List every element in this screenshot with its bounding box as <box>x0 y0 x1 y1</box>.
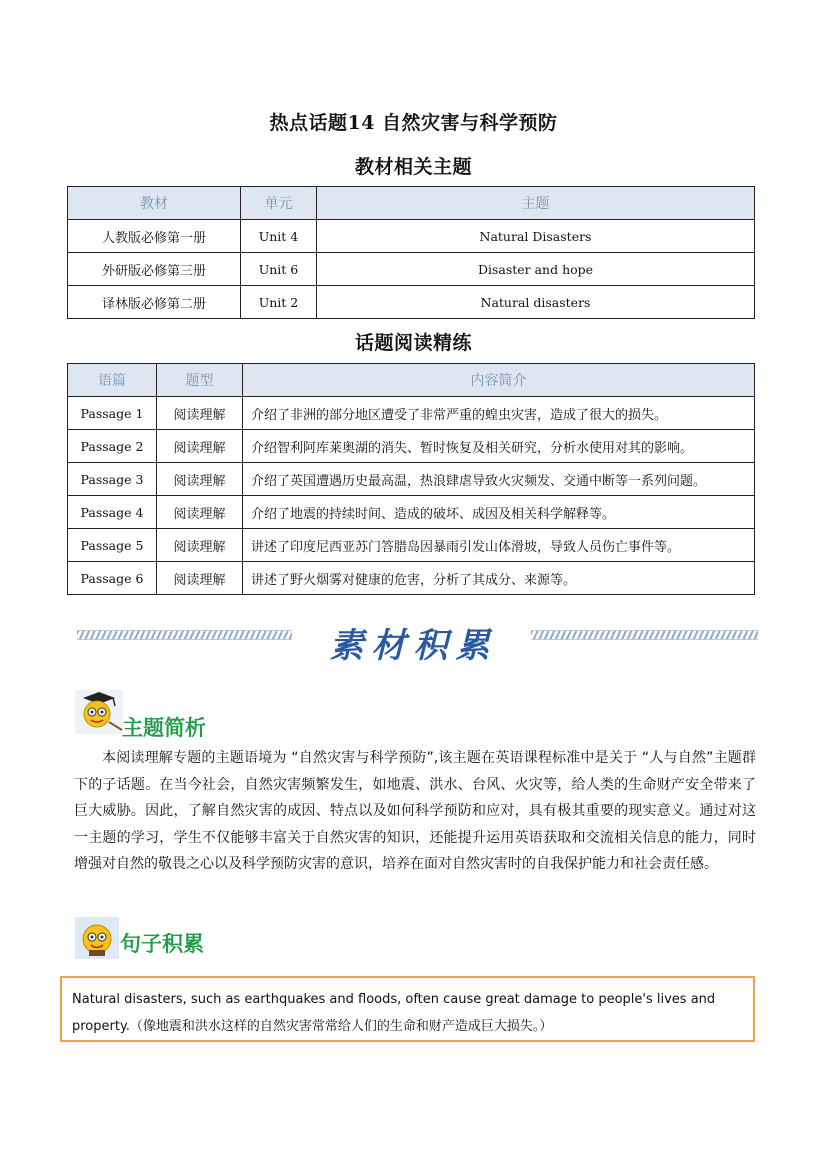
graduate-mascot-icon <box>75 690 123 738</box>
table-cell: Unit 4 <box>241 220 317 253</box>
table-cell: 外研版必修第三册 <box>68 253 241 286</box>
table-cell: Passage 6 <box>68 562 157 595</box>
table-header-cell: 单元 <box>241 187 317 220</box>
table-cell: 讲述了野火烟雾对健康的危害，分析了其成分、来源等。 <box>243 562 755 595</box>
table-row <box>68 253 755 286</box>
table-cell: Unit 2 <box>241 286 317 319</box>
table-cell: 讲述了印度尼西亚苏门答腊岛因暴雨引发山体滑坡，导致人员伤亡事件等。 <box>243 529 755 562</box>
passage-table <box>67 363 755 595</box>
banner-title: 素材积累 <box>329 626 498 666</box>
table-cell: 介绍了地震的持续时间、造成的破坏、成因及相关科学解释等。 <box>243 496 755 529</box>
table-row <box>68 562 755 595</box>
table-row <box>68 397 755 430</box>
table-cell: Unit 6 <box>241 253 317 286</box>
table-cell: 阅读理解 <box>157 496 243 529</box>
table-header-cell: 语篇 <box>68 364 157 397</box>
table-cell: Passage 3 <box>68 463 157 496</box>
decorative-divider-right <box>531 630 758 640</box>
table-row <box>68 496 755 529</box>
table-header-cell: 内容简介 <box>243 364 755 397</box>
mascot-icon <box>75 917 119 963</box>
table-row <box>68 286 755 319</box>
table-cell: 介绍智利阿库莱奥湖的消失、暂时恢复及相关研究，分析水使用对其的影响。 <box>243 430 755 463</box>
table-cell: 阅读理解 <box>157 430 243 463</box>
table-header-cell: 题型 <box>157 364 243 397</box>
table-cell: 人教版必修第一册 <box>68 220 241 253</box>
table-cell: Natural Disasters <box>317 220 755 253</box>
table-cell: Disaster and hope <box>317 253 755 286</box>
table-header-cell: 主题 <box>317 187 755 220</box>
table-cell: 译林版必修第二册 <box>68 286 241 319</box>
sentence-accumulation-title: 句子积累 <box>120 932 204 956</box>
table-header-row <box>68 187 755 220</box>
table-cell: 介绍了非洲的部分地区遭受了非常严重的蝗虫灾害，造成了很大的损失。 <box>243 397 755 430</box>
table-cell: Passage 1 <box>68 397 157 430</box>
table-cell: Passage 4 <box>68 496 157 529</box>
table-row <box>68 529 755 562</box>
table-cell: 阅读理解 <box>157 529 243 562</box>
table-cell: 阅读理解 <box>157 562 243 595</box>
example-sentence-box: Natural disasters, such as earthquakes and floods, often cause great damage to people's lives and property.（像地震和洪水这样的自然灾害常常给人们的生命和财产造成巨大损失。） <box>60 976 755 1042</box>
section-heading-passages: 话题阅读精练 <box>354 332 472 354</box>
table-row <box>68 220 755 253</box>
theme-analysis-body: 本阅读理解专题的主题语境为 “自然灾害与科学预防”,该主题在英语课程标准中是关于 “人与自然”主题群下的子话题。在当今社会，自然灾害频繁发生，如地震、洪水、台风、火灾等，给人类的生命财产安全带来了巨大威胁。因此，了解自然灾害的成因、特点以及如何科学预防和应对，具有极其重要的现实意义。通过对这一主题的学习，学生不仅能够丰富关于自然灾害的知识，还能提升运用英语获取和交流相关信息的能力，同时增强对自然的敬畏之心以及科学预防灾害的意识，培养在面对自然灾害时的自我保护能力和社会责任感。 <box>74 750 756 872</box>
table-header-cell: 教材 <box>68 187 241 220</box>
theme-analysis-title: 主题简析 <box>122 716 206 740</box>
table-cell: 介绍了英国遭遇历史最高温，热浪肆虐导致火灾频发、交通中断等一系列问题。 <box>243 463 755 496</box>
table-cell: Natural disasters <box>317 286 755 319</box>
table-row <box>68 430 755 463</box>
table-cell: 阅读理解 <box>157 397 243 430</box>
page-title: 热点话题14 自然灾害与科学预防 <box>269 112 558 134</box>
section-heading-textbook: 教材相关主题 <box>354 156 472 178</box>
table-cell: Passage 5 <box>68 529 157 562</box>
textbook-table <box>67 186 755 319</box>
table-header-row <box>68 364 755 397</box>
table-row <box>68 463 755 496</box>
table-cell: Passage 2 <box>68 430 157 463</box>
table-cell: 阅读理解 <box>157 463 243 496</box>
decorative-divider-left <box>77 630 292 640</box>
